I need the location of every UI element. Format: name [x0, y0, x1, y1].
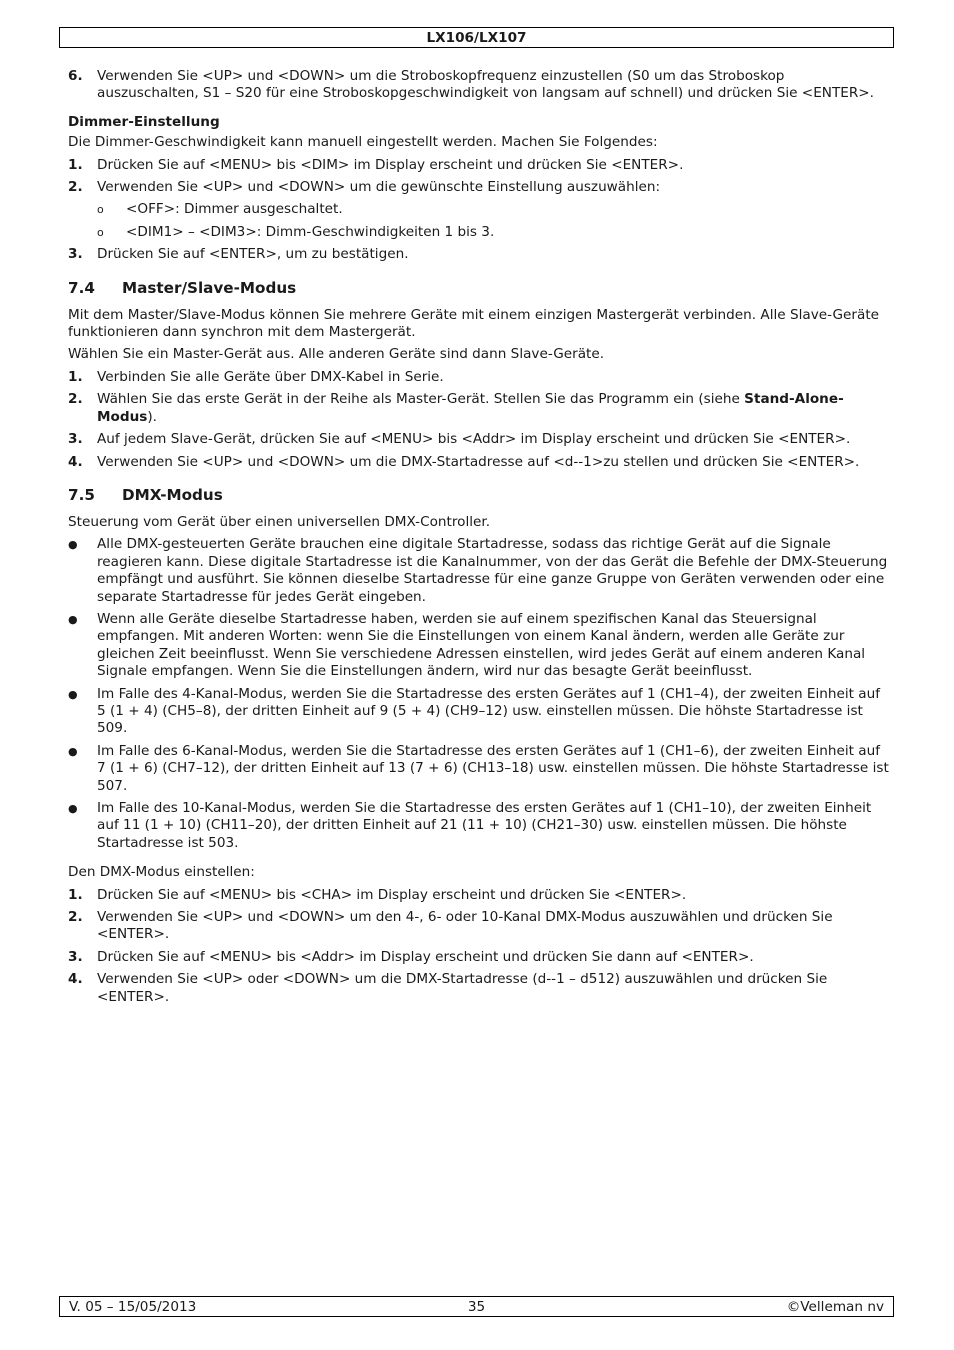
step-number: 4. [68, 971, 83, 988]
dmx-bullet [68, 686, 890, 738]
bullet-dot-icon: ● [68, 612, 78, 626]
step-text: Drücken Sie auf <MENU> bis <Addr> im Display erscheint und drücken Sie dann auf <ENTER>. [97, 948, 754, 965]
step-number: 2. [68, 909, 83, 926]
master-slave-step [68, 369, 890, 386]
bullet-dot-icon: ● [68, 687, 78, 701]
master-slave-step [68, 431, 890, 448]
page-header [59, 27, 894, 48]
step-number: 1. [68, 156, 83, 173]
step-number: 1. [68, 886, 83, 903]
step-number: 2. [68, 391, 83, 408]
circle-bullet-icon: o [97, 203, 104, 217]
step-number: 1. [68, 368, 83, 385]
bullet-dot-icon: ● [68, 802, 78, 815]
bullet-text: Im Falle des 10-Kanal-Modus, werden Sie die Startadresse des ersten Gerätes auf 1 (CH1–10), der zweiten Einheit auf 11 (1 + 10) (CH11–20), der dritten Einheit auf 21 (11 + 10) (CH21–30) usw. einstellen müssen. Die höhste Startadresse ist 503. [97, 800, 872, 851]
dimmer-intro: Die Dimmer-Geschwindigkeit kann manuell eingestellt werden. Machen Sie Folgendes: [68, 134, 658, 151]
bullet-text: Wenn alle Geräte dieselbe Startadresse haben, werden sie auf einem spezifischen Kanal das Steuersignal empfangen. Mit anderen Worten: wenn Sie die Einstellungen von einem Kanal ändern, werden alle Geräte zur gleichen Zeit beeinflusst. Wenn Sie verschiedene Adressen einstellen, wird jedes Gerät auf einem anderen Kanal Signale empfangen. Wenn Sie die Einstellungen ändern, wird nur das besagte Gerät beeinflusst. [97, 610, 866, 680]
bullet-dot-icon: ● [68, 538, 78, 552]
section-number: 7.5 [68, 485, 95, 504]
dimmer-step [68, 246, 890, 263]
footer-page-number: 35 [467, 1299, 486, 1315]
step-text: Drücken Sie auf <MENU> bis <DIM> im Display erscheint und drücken Sie <ENTER>. [97, 156, 684, 173]
dmx-step [68, 887, 890, 904]
dimmer-step [68, 179, 890, 196]
section-heading-master-slave [68, 279, 890, 297]
step-text: Verwenden Sie <UP> und <DOWN> um die gewünschte Einstellung auszuwählen: [97, 179, 661, 196]
bullet-text: Alle DMX-gesteuerten Geräte brauchen eine digitale Startadresse, sodass das richtige Gerät auf die Signale reagieren kann. Diese digitale Startadresse ist die Kanalnummer, von der das Gerät die Befehle der DMX-Steuerung empfängt und ausführt. Sie können dieselbe Startadresse für eine ganze Gruppe von Geräten verwenden oder eine separate Startadresse für jedes Gerät eingeben. [97, 536, 888, 605]
bullet-text: Im Falle des 4-Kanal-Modus, werden Sie die Startadresse des ersten Gerätes auf 1 (CH1–4), der zweiten Einheit auf 5 (1 + 4) (CH5–8), der dritten Einheit auf 9 (5 + 4) (CH9–12) usw. einstellen müssen. Die höhste Startadresse ist 509. [97, 685, 881, 737]
page-footer [59, 1296, 894, 1317]
section-heading-dmx [68, 486, 890, 504]
step-text: Drücken Sie auf <ENTER>, um zu bestätigen. [97, 246, 409, 263]
dmx-bullet [68, 611, 890, 681]
dmx-step [68, 971, 890, 1006]
step-text: Verbinden Sie alle Geräte über DMX-Kabel in Serie. [97, 368, 444, 385]
step-number: 4. [68, 453, 83, 470]
master-slave-paragraph: Wählen Sie ein Master-Gerät aus. Alle anderen Geräte sind dann Slave-Geräte. [68, 346, 605, 363]
dimmer-step [68, 157, 890, 174]
dmx-bullet [68, 536, 890, 606]
section-title: Master/Slave-Modus [122, 278, 297, 297]
step-text: Drücken Sie auf <MENU> bis <CHA> im Display erscheint und drücken Sie <ENTER>. [97, 886, 687, 903]
step-number: 2. [68, 179, 83, 196]
option-text: <OFF>: Dimmer ausgeschaltet. [126, 201, 343, 218]
option-text: <DIM1> – <DIM3>: Dimm-Geschwindigkeiten 1 bis 3. [126, 223, 495, 240]
header-title: LX106/LX107 [426, 30, 527, 46]
bullet-dot-icon: ● [68, 744, 78, 758]
footer-copyright: ©Velleman nv [786, 1299, 884, 1315]
dimmer-option [68, 224, 890, 241]
step-number: 3. [68, 246, 83, 263]
footer-version: V. 05 – 15/05/2013 [69, 1299, 197, 1315]
dmx-step [68, 949, 890, 966]
strobe-step-6 [68, 68, 890, 103]
step-text: Verwenden Sie <UP> und <DOWN> um die DMX-Startadresse auf <d--1>zu stellen und drücken Sie <ENTER>. [97, 453, 860, 470]
circle-bullet-icon: o [97, 225, 104, 239]
step-text-end: ). [147, 408, 157, 425]
dimmer-option [68, 201, 890, 218]
step-text: Verwenden Sie <UP> oder <DOWN> um die DMX-Startadresse (d--1 – d512) auszuwählen und drücken Sie <ENTER>. [97, 971, 828, 1005]
master-slave-paragraph: Mit dem Master/Slave-Modus können Sie mehrere Geräte mit einem einzigen Mastergerät verbinden. Alle Slave-Geräte funktionieren dann synchron mit dem Mastergerät. [68, 306, 880, 341]
master-slave-step [68, 391, 890, 426]
step-number: 3. [68, 948, 83, 965]
section-number: 7.4 [68, 278, 95, 297]
dmx-bullet [68, 743, 890, 795]
bullet-text: Im Falle des 6-Kanal-Modus, werden Sie die Startadresse des ersten Gerätes auf 1 (CH1–6), der zweiten Einheit auf 7 (1 + 6) (CH7–12), der dritten Einheit auf 13 (7 + 6) (CH13–18) usw. einstellen müssen. Die höhste Startadresse ist 507. [97, 742, 889, 794]
stand-alone-reference: Stand-Alone-Modus [97, 391, 844, 425]
dimmer-heading: Dimmer-Einstellung [68, 113, 220, 130]
section-title: DMX-Modus [122, 485, 223, 504]
step-number: 3. [68, 431, 83, 448]
page-content [68, 68, 890, 1011]
master-slave-step [68, 454, 890, 471]
step-text: Verwenden Sie <UP> und <DOWN> um die Stroboskopfrequenz einzustellen (S0 um das Stroboskop auszuschalten, S1 – S20 für eine Stroboskopgeschwindigkeit von langsam auf schnell) und drücken Sie <ENTER>. [97, 68, 875, 102]
step-text: Wählen Sie das erste Gerät in der Reihe als Master-Gerät. Stellen Sie das Programm ein (siehe [97, 391, 745, 408]
step-number: 6. [68, 68, 83, 84]
dmx-setup-intro: Den DMX-Modus einstellen: [68, 864, 255, 881]
dmx-intro: Steuerung vom Gerät über einen universellen DMX-Controller. [68, 513, 491, 530]
step-text: Auf jedem Slave-Gerät, drücken Sie auf <MENU> bis <Addr> im Display erscheint und drücken Sie <ENTER>. [97, 431, 851, 448]
dmx-bullet [68, 800, 890, 852]
step-text: Verwenden Sie <UP> und <DOWN> um den 4-, 6- oder 10-Kanal DMX-Modus auszuwählen und drücken Sie <ENTER>. [97, 909, 833, 943]
dmx-step [68, 909, 890, 944]
